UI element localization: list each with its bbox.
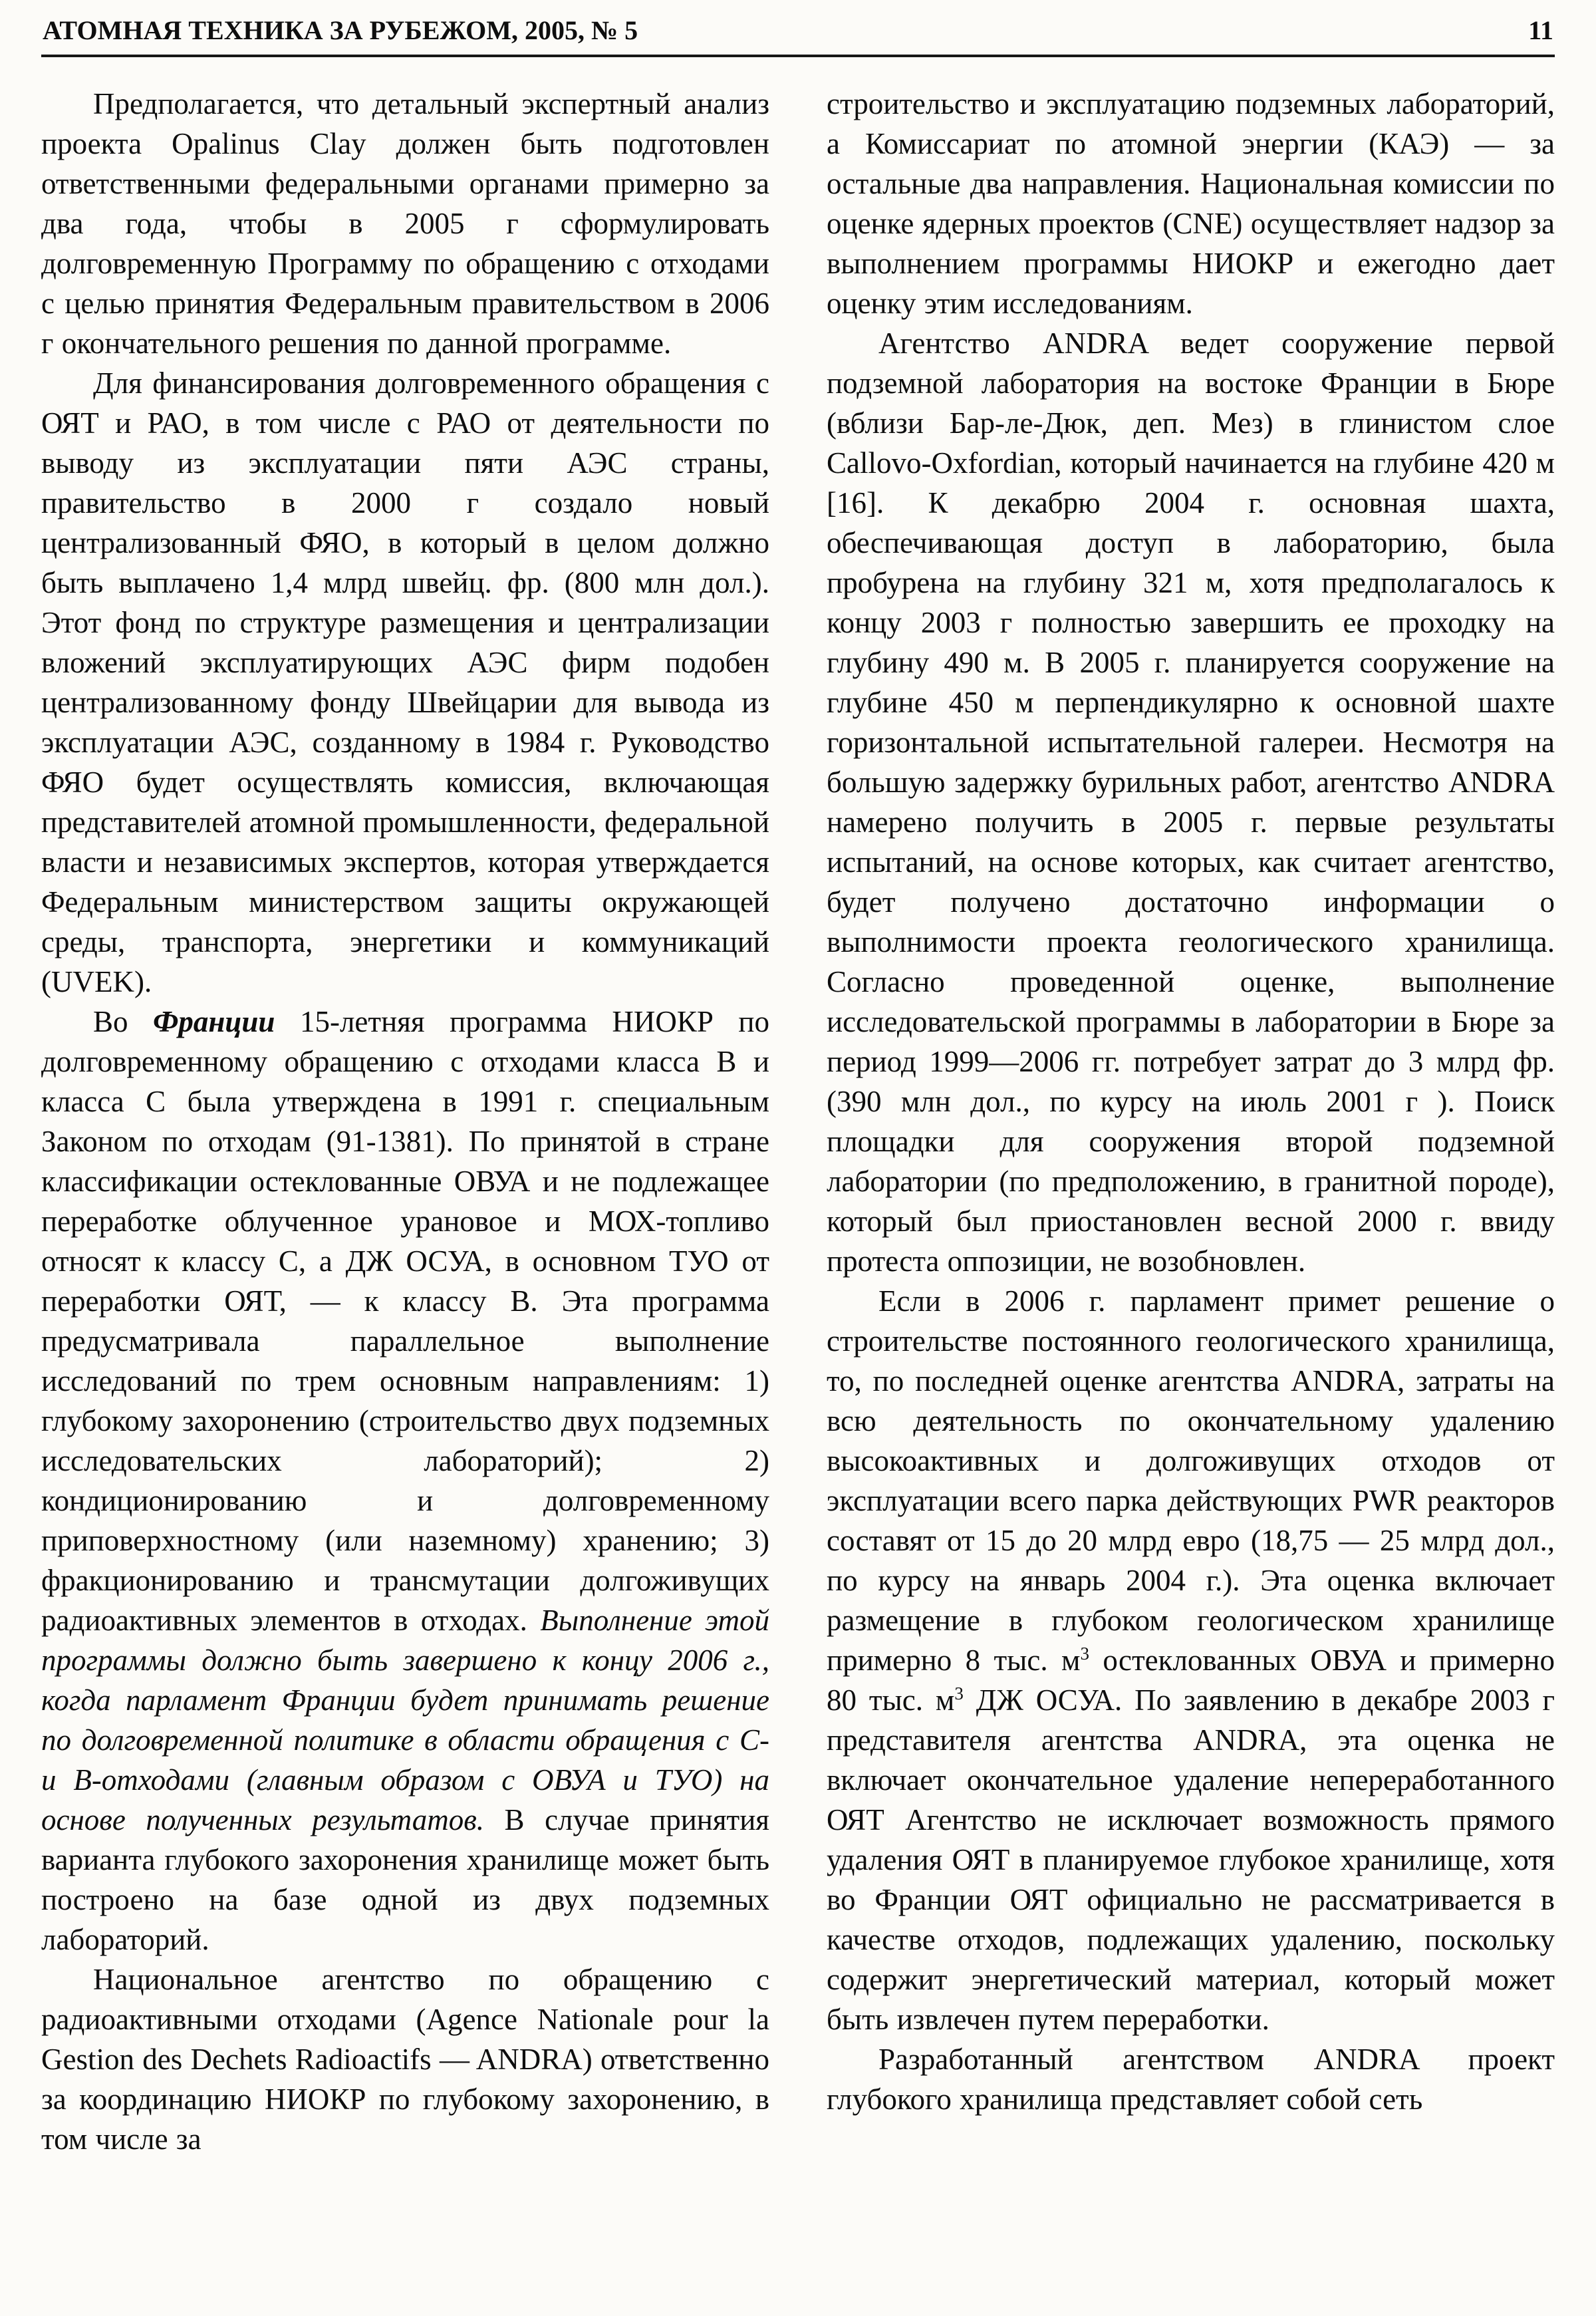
- journal-title: АТОМНАЯ ТЕХНИКА ЗА РУБЕЖОМ, 2005, № 5: [43, 15, 638, 45]
- text-run: Если в 2006 г. парламент примет решение о строительстве постоянного геологического хранилища, то, по последней оценке агентства ANDRA, затраты на всю деятельность по окончательному удалению высокоактивных и долгоживущих отходов от эксплуатации всего парка действующих PWR реакторов составят от 15 до 20 млрд евро (18,75 — 25 млрд дол., по курсу на январь 2004 г.). Эта оценка включает размещение в глубоком геологическом хранилище примерно 8 тыс. м: [827, 1284, 1555, 1677]
- text-run: Национальное агентство по обращению с радиоактивными отходами (Agence Nationale pour la Gestion des Dechets Radioactifs — ANDRA) ответственно за координацию НИОКР по глубокому захоронению, в том числе за: [41, 1963, 769, 2156]
- paragraph: [827, 2039, 1555, 2119]
- text-run: Выполнение этой программы должно быть завершено к концу 2006 г., когда парламент Франции будет принимать решение по долговременной политике в области обращения с С- и В-отходами (главным образом с ОВУА и ТУО) на основе полученных результатов.: [41, 1604, 769, 1836]
- header-rule: [41, 55, 1555, 57]
- article-body: [41, 84, 1555, 2159]
- text-run: Франции: [153, 1005, 275, 1038]
- page-number: 11: [1528, 15, 1553, 45]
- text-run: Разработанный агентством ANDRA проект глубокого хранилища представляет собой сеть: [827, 2043, 1555, 2116]
- paragraph: [41, 1959, 769, 2159]
- right-column: [827, 84, 1555, 2159]
- text-run: строительство и эксплуатацию подземных лабораторий, а Комиссариат по атомной энергии (КАЭ) — за остальные два направления. Национальная комиссии по оценке ядерных проектов (CNE) осуществляет надзор за выполнением программы НИОКР и ежегодно дает оценку этим исследованиям.: [827, 87, 1555, 320]
- paragraph: [41, 1002, 769, 1959]
- text-run: 15-летняя программа НИОКР по долговременному обращению с отходами класса В и класса С была утверждена в 1991 г. специальным Законом по отходам (91-1381). По принятой в стране классификации остеклованные ОВУА и не подлежащее переработке облученное урановое и МОХ-топливо относят к классу С, а ДЖ ОСУА, в основном ТУО от переработки ОЯТ, — к классу В. Эта программа предусматривала параллельное выполнение исследований по трем основным направлениям: 1) глубокому захоронению (строительство двух подземных исследовательских лабораторий); 2) кондиционированию и долговременному приповерхностному (или наземному) хранению; 3) фракционированию и трансмутации долгоживущих радиоактивных элементов в отходах.: [41, 1005, 770, 1637]
- text-run: Предполагается, что детальный экспертный анализ проекта Opalinus Clay должен быть подготовлен ответственными федеральными органами примерно за два года, чтобы в 2005 г сформулировать долговременную Программу по обращению с отходами с целью принятия Федеральным правительством в 2006 г окончательного решения по данной программе.: [41, 87, 769, 360]
- text-run: ДЖ ОСУА. По заявлению в декабре 2003 г представителя агентства ANDRA, эта оценка не включает окончательное удаление непереработанного ОЯТ Агентство не исключает возможность прямого удаления ОЯТ в планируемое глубокое хранилище, хотя во Франции ОЯТ официально не рассматривается в качестве отходов, подлежащих удалению, поскольку содержит энергетический материал, который может быть извлечен путем переработки.: [827, 1683, 1555, 2036]
- text-run: Во: [93, 1005, 154, 1038]
- text-run: Для финансирования долговременного обращения с ОЯТ и РАО, в том числе с РАО от деятельности по выводу из эксплуатации пяти АЭС страны, правительство в 2000 г создало новый централизованный ФЯО, в который в целом должно быть выплачено 1,4 млрд швейц. фр. (800 млн дол.). Этот фонд по структуре размещения и централизации вложений эксплуатирующих АЭС фирм подобен централизованному фонду Швейцарии для вывода из эксплуатации АЭС, созданному в 1984 г. Руководство ФЯО будет осуществлять комиссия, включающая представителей атомной промышленности, федеральной власти и независимых экспертов, которая утверждается Федеральным министерством защиты окружающей среды, транспорта, энергетики и коммуникаций (UVEK).: [41, 366, 769, 998]
- superscript: 3: [954, 1683, 964, 1703]
- text-run: В случае принятия варианта глубокого захоронения хранилище может быть построено на базе одной из двух подземных лабораторий.: [41, 1803, 770, 1956]
- paragraph: [827, 84, 1555, 323]
- text-run: остеклованных ОВУА и примерно 80 тыс. м: [827, 1644, 1555, 1717]
- superscript: 3: [1080, 1644, 1089, 1664]
- paragraph: [41, 363, 769, 1002]
- text-run: Агентство ANDRA ведет сооружение первой подземной лаборатория на востоке Франции в Бюре (вблизи Бар-ле-Дюк, деп. Мез) в глинистом слое Callovo-Oxfordian, который начинается на глубине 420 м [16]. К декабрю 2004 г. основная шахта, обеспечивающая доступ в лабораторию, была пробурена на глубину 321 м, хотя предполагалось к концу 2003 г полностью завершить ее проходку на глубину 490 м. В 2005 г. планируется сооружение на глубине 450 м перпендикулярно к основной шахте горизонтальной испытательной галереи. Несмотря на большую задержку бурильных работ, агентство ANDRA намерено получить в 2005 г. первые результаты испытаний, на основе которых, как считает агентство, будет получено достаточно информации о выполнимости проекта геологического хранилища. Согласно проведенной оценке, выполнение исследовательской программы в лаборатории в Бюре за период 1999—2006 гг. потребует затрат до 3 млрд фр. (390 млн дол., по курсу на июль 2001 г ). Поиск площадки для сооружения второй подземной лаборатории (по предположению, в гранитной породе), который был приостановлен весной 2000 г. ввиду протеста оппозиции, не возобновлен.: [827, 327, 1555, 1278]
- paragraph: [827, 1281, 1555, 2039]
- left-column: [41, 84, 769, 2159]
- paragraph: [41, 84, 769, 363]
- paragraph: [827, 323, 1555, 1281]
- page-header: [41, 11, 1555, 55]
